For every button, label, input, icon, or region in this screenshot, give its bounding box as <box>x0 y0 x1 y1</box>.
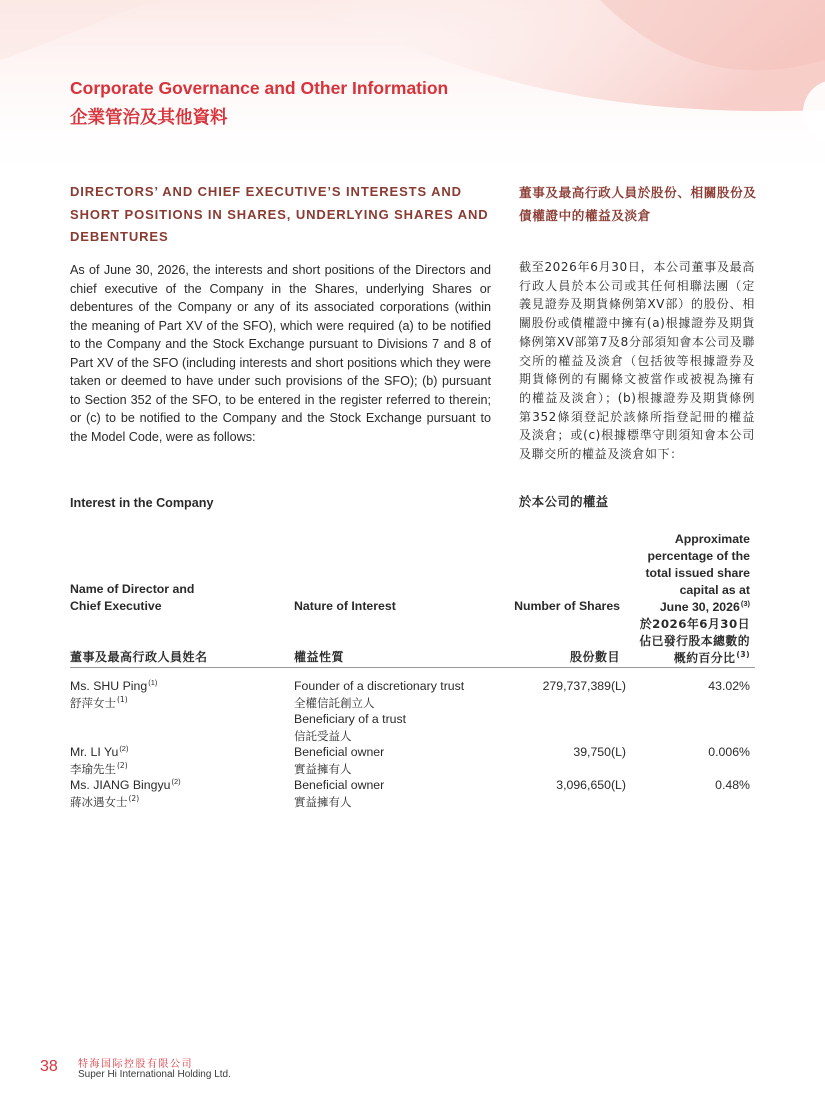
col-header-shares-zh: 股份數目 <box>569 650 620 664</box>
director-name <box>70 744 285 777</box>
footer-company-en: Super Hi International Holding Ltd. <box>78 1069 231 1080</box>
col-header-nature-zh: 權益性質 <box>294 650 345 664</box>
section-body-en: As of June 30, 2026, the interests and short positions of the Directors and chief executive of the Company in the Shares, underlying Shares or debentures of the Company or any of its associated corporations (within the meaning of Part XV of the SFO), which were required (a) to be notified to the Company and the Stock Exchange pursuant to Divisions 7 and 8 of Part XV of the SFO (including interests and short positions which they were taken or deemed to have under such provisions of the SFO); (b) pursuant to Section 352 of the SFO, to be entered in the register referred to therein; or (c) to be notified to the Company and the Stock Exchange pursuant to the Model Code, were as follows: <box>70 263 491 444</box>
director-name-en <box>70 678 285 695</box>
col-header-pct-zh-line2: 佔已發行股本總數的 <box>639 634 750 648</box>
section-heading-en: DIRECTORS’ AND CHIEF EXECUTIVE’S INTERESTS AND SHORT POSITIONS IN SHARES, UNDERLYING SHARES AND DEBENTURES <box>70 184 489 244</box>
col-header-pct-zh-line3-text: 概約百分比 <box>673 651 736 665</box>
col-header-shares-en: Number of Shares <box>514 599 620 613</box>
col-header-pct-en <box>600 531 750 616</box>
director-name-zh <box>70 695 285 712</box>
footnote-marker: (3) <box>740 599 750 608</box>
col-header-name-line1: Name of Director and <box>70 582 195 596</box>
footer-company-zh: 特海国际控股有限公司 <box>78 1059 193 1070</box>
col-header-pct-zh-line1: 於2026年6月30日 <box>639 617 750 631</box>
nature-zh: 信託受益人 <box>294 728 352 743</box>
footnote-marker: (2) <box>117 760 128 770</box>
footnote-marker: (1) <box>117 694 128 704</box>
director-name-zh-text: 舒萍女士 <box>70 695 116 710</box>
section-heading-zh: 董事及最高行政人員於股份、相關股份及債權證中的權益及淡倉 <box>519 185 757 223</box>
col-header-pct-line5 <box>600 599 750 616</box>
subheading-en: Interest in the Company <box>70 496 214 510</box>
subheading-zh: 於本公司的權益 <box>519 495 609 509</box>
col-header-pct-line1: Approximate <box>674 532 750 546</box>
director-name-zh-text: 李瑜先生 <box>70 761 116 776</box>
director-name-en <box>70 777 285 794</box>
footnote-marker: (2) <box>119 744 129 753</box>
nature-en: Beneficial owner <box>294 745 385 759</box>
nature-en: Founder of a discretionary trust <box>294 679 465 693</box>
director-name-en-text: Mr. LI Yu <box>70 745 119 759</box>
number-of-shares: 279,737,389(L) <box>542 679 626 693</box>
footnote-marker: (3) <box>736 650 750 659</box>
col-header-name-zh: 董事及最高行政人員姓名 <box>70 650 208 664</box>
col-header-pct-line5-text: June 30, 2026 <box>659 600 740 614</box>
page-header-title-en: Corporate Governance and Other Information <box>70 78 449 98</box>
percentage: 43.02% <box>708 679 750 693</box>
footnote-marker: (2) <box>128 793 140 803</box>
section-body-zh: 截至2026年6月30日，本公司董事及最高行政人員於本公司或其任何相聯法團（定義見證券及期貨條例第XV部）的股份、相關股份或債權證中擁有(a)根據證券及期貨條例第XV部第7及8分部須知會本公司及聯交所的權益及淡倉（包括彼等根據證券及期貨條例的有關條文被當作或被視為擁有的權益及淡倉）；(b)根據證券及期貨條例第352條須登記於該條所指登記冊的權益及淡倉；或(c)根據標準守則須知會本公司及聯交所的權益及淡倉如下： <box>519 260 755 462</box>
nature-of-interest <box>294 777 504 810</box>
col-header-pct-line4: capital as at <box>679 583 750 597</box>
director-name-en <box>70 744 285 761</box>
table-header-divider <box>70 667 755 668</box>
header-decoration <box>0 0 825 200</box>
nature-of-interest <box>294 678 504 744</box>
footnote-marker: (1) <box>148 678 158 687</box>
nature-of-interest <box>294 744 504 777</box>
col-header-name-en <box>70 581 290 615</box>
nature-en: Beneficiary of a trust <box>294 712 407 726</box>
nature-en: Beneficial owner <box>294 778 385 792</box>
col-header-pct-line3: total issued share <box>645 566 750 580</box>
percentage: 0.48% <box>715 778 750 792</box>
nature-zh: 全權信託創立人 <box>294 695 375 710</box>
percentage: 0.006% <box>708 745 750 759</box>
number-of-shares: 39,750(L) <box>573 745 626 759</box>
number-of-shares: 3,096,650(L) <box>556 778 626 792</box>
col-header-pct-line2: percentage of the <box>647 549 750 563</box>
director-name <box>70 678 285 711</box>
director-name <box>70 777 285 810</box>
page-number: 38 <box>40 1058 58 1075</box>
col-header-name-line2: Chief Executive <box>70 599 162 613</box>
page-header-title-zh: 企業管治及其他資料 <box>70 108 228 128</box>
director-name-en-text: Ms. SHU Ping <box>70 679 148 693</box>
director-name-zh <box>70 794 285 811</box>
col-header-nature-en: Nature of Interest <box>294 599 396 613</box>
nature-zh: 實益擁有人 <box>294 761 352 776</box>
director-name-zh-text: 蔣冰遇女士 <box>70 794 128 809</box>
footnote-marker: (2) <box>171 777 181 786</box>
director-name-en-text: Ms. JIANG Bingyu <box>70 778 171 792</box>
nature-zh: 實益擁有人 <box>294 794 352 809</box>
director-name-zh <box>70 761 285 778</box>
